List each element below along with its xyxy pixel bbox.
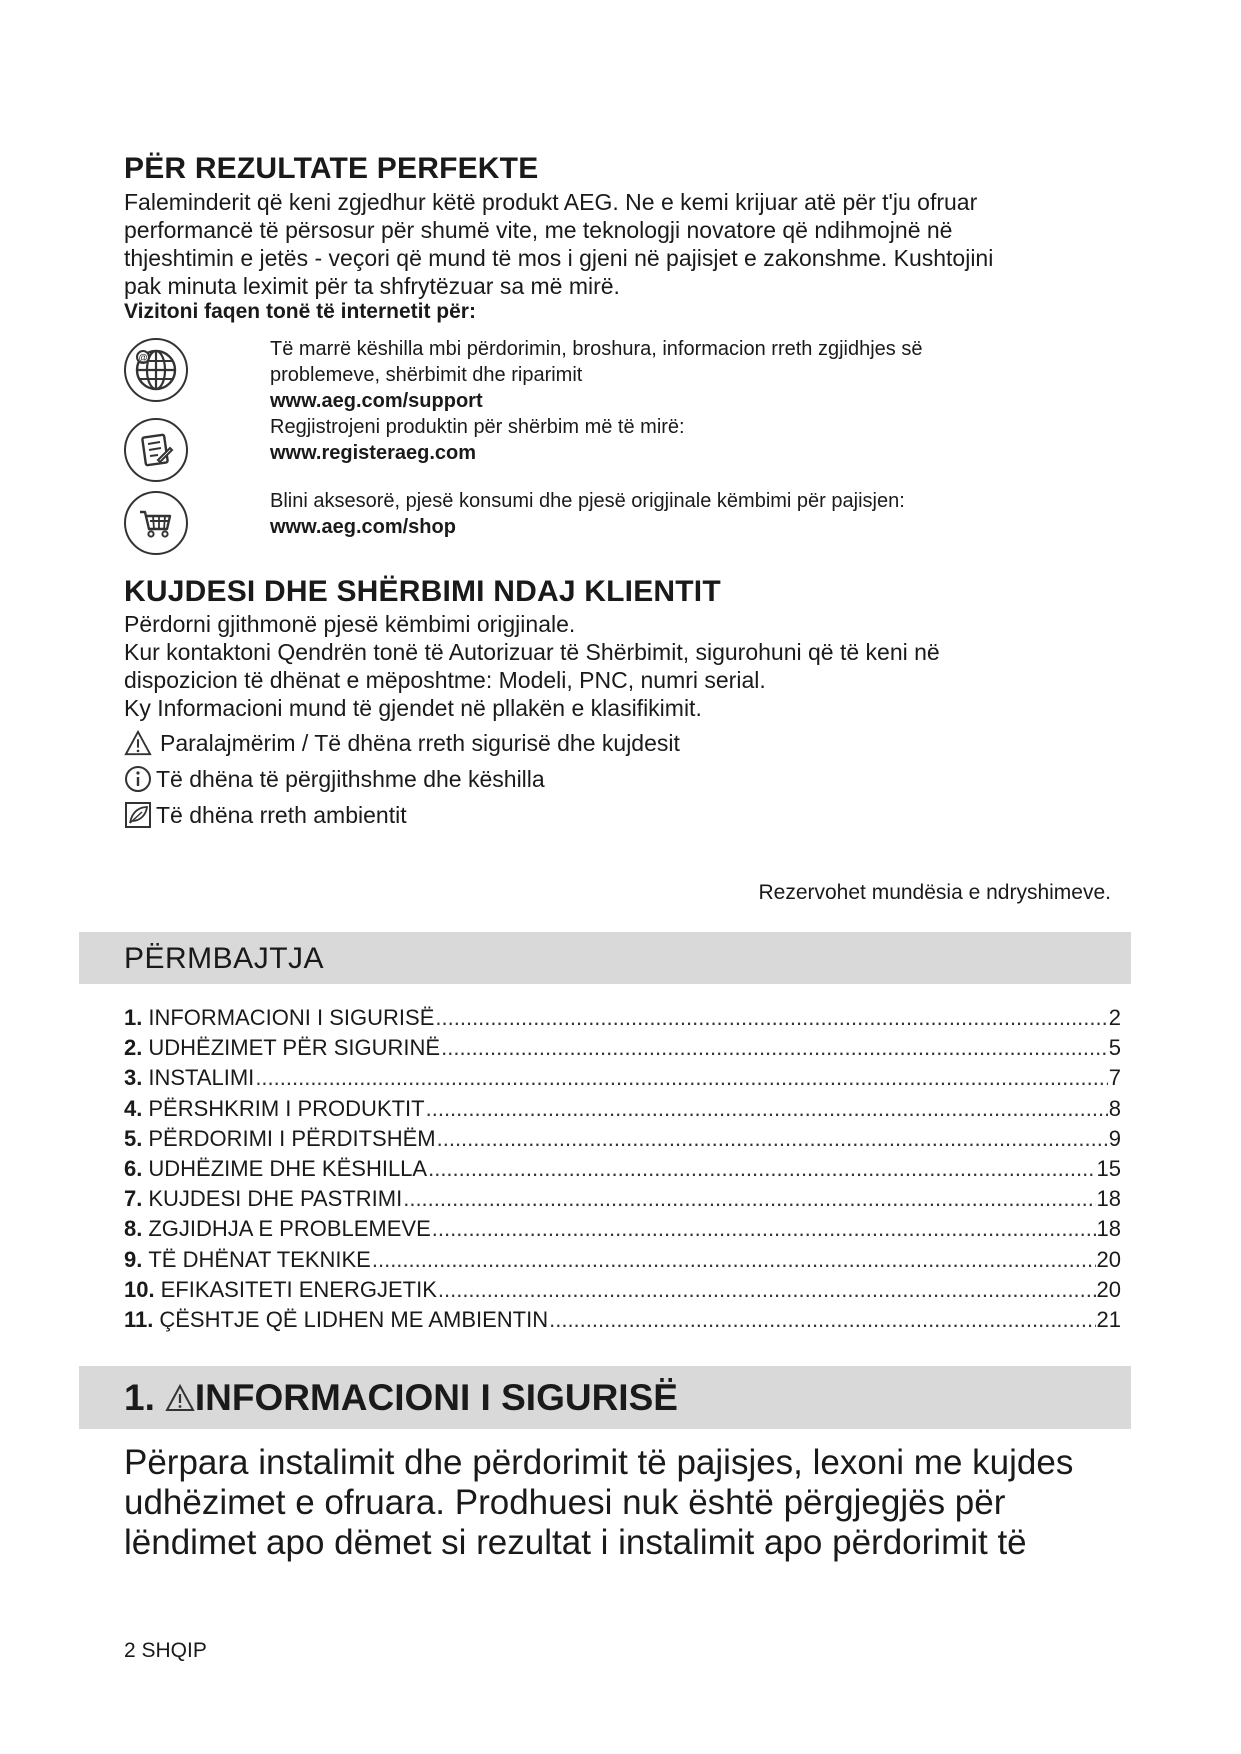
toc-item-title: KUJDESI DHE PASTRIMI <box>148 1186 403 1212</box>
toc-item-number: 7. <box>124 1186 143 1212</box>
intro-line: thjeshtimin e jetës - veçori që mund të mos i gjeni në pajisjet e zakonshme. Kushtojini <box>124 245 994 271</box>
toc-item[interactable] <box>124 1247 1121 1277</box>
toc-leader <box>438 1277 1096 1303</box>
toc-item-number: 3. <box>124 1065 143 1091</box>
toc-item[interactable] <box>124 1216 1121 1246</box>
toc-item-title: PËRDORIMI I PËRDITSHËM <box>148 1125 436 1151</box>
safety-paragraph <box>124 1443 1154 1563</box>
toc-leader <box>426 1096 1108 1122</box>
legend-info <box>124 765 545 793</box>
link-description: Blini aksesorë, pjesë konsumi dhe pjesë origjinale këmbimi për pajisjen: <box>270 490 905 512</box>
toc-item-title: INSTALIMI <box>148 1065 255 1091</box>
intro-line: pak minuta leximit për ta shfrytëzuar sa më mirë. <box>124 273 620 299</box>
toc-item[interactable] <box>124 1186 1121 1216</box>
care-line: Ky Informacioni mund të gjendet në pllakën e klasifikimit. <box>124 695 702 721</box>
toc-item-number: 4. <box>124 1095 143 1121</box>
shopping-cart-icon <box>124 491 188 555</box>
visit-label: Vizitoni faqen tonë të internetit për: <box>124 300 476 323</box>
safety-number: 1. <box>124 1377 155 1418</box>
register-icon <box>124 418 188 482</box>
toc-leader <box>435 1005 1107 1031</box>
globe-icon <box>124 338 188 402</box>
intro-paragraph <box>124 188 1124 300</box>
warning-icon <box>165 1384 195 1412</box>
intro-line: performancë të përsosur për shumë vite, me teknologji novatore që ndihmojnë në <box>124 217 953 243</box>
page-footer: 2 SHQIP <box>124 1639 207 1662</box>
toc-item-page: 15 <box>1096 1155 1121 1181</box>
toc-item-number: 2. <box>124 1035 143 1061</box>
legend-warning <box>124 729 680 757</box>
register-link[interactable]: www.registeraeg.com <box>270 442 476 464</box>
toc-item[interactable] <box>124 1126 1121 1156</box>
support-link[interactable]: www.aeg.com/support <box>270 390 483 412</box>
info-icon <box>124 765 152 793</box>
toc-item-page: 2 <box>1108 1005 1121 1030</box>
leaf-icon <box>124 801 152 829</box>
toc-item-title: PËRSHKRIM I PRODUKTIT <box>148 1095 425 1121</box>
safety-line: lëndimet apo dëmet si rezultat i instalimit apo përdorimit të <box>124 1523 1027 1562</box>
toc-header-band <box>79 932 1131 984</box>
safety-header-band <box>79 1366 1131 1429</box>
toc-item-page: 20 <box>1096 1246 1121 1272</box>
toc-item-page: 8 <box>1108 1095 1121 1121</box>
toc-item-page: 20 <box>1096 1276 1121 1302</box>
toc-leader <box>372 1247 1096 1273</box>
link-register <box>270 414 1090 466</box>
care-line: dispozicion të dhënat e mëposhtme: Modeli, PNC, numri serial. <box>124 667 766 693</box>
link-description: problemeve, shërbimit dhe riparimit <box>270 364 583 386</box>
legend-environment <box>124 801 407 829</box>
intro-line: Faleminderit që keni zgjedhur këtë produkt AEG. Ne e kemi krijuar atë për t'ju ofruar <box>124 189 978 215</box>
toc-item-number: 8. <box>124 1216 143 1242</box>
toc-item-number: 11. <box>124 1306 154 1332</box>
toc-item-number: 5. <box>124 1125 143 1151</box>
reserved-note: Rezervohet mundësia e ndryshimeve. <box>758 881 1111 904</box>
legend-text: Paralajmërim / Të dhëna rreth sigurisë dhe kujdesit <box>160 729 680 756</box>
toc-leader <box>437 1126 1108 1152</box>
toc-item-page: 7 <box>1108 1065 1121 1091</box>
toc-item-number: 10. <box>124 1276 155 1302</box>
toc-item-page: 21 <box>1096 1306 1121 1332</box>
toc-item-title: TË DHËNAT TEKNIKE <box>148 1246 371 1272</box>
safety-line: udhëzimet e ofruara. Prodhuesi nuk është përgjegjës për <box>124 1483 1006 1522</box>
toc-item-title: UDHËZIME DHE KËSHILLA <box>148 1155 428 1181</box>
toc-item[interactable] <box>124 1065 1121 1095</box>
legend-text: Të dhëna rreth ambientit <box>156 801 407 828</box>
link-support <box>270 336 1090 414</box>
toc-item-page: 5 <box>1108 1035 1121 1061</box>
toc-leader <box>255 1065 1107 1091</box>
table-of-contents <box>124 1005 1121 1337</box>
toc-item[interactable] <box>124 1096 1121 1126</box>
care-line: Përdorni gjithmonë pjesë këmbimi origjinale. <box>124 611 576 637</box>
legend-text: Të dhëna të përgjithshme dhe këshilla <box>156 765 545 792</box>
toc-item[interactable] <box>124 1005 1121 1035</box>
link-description: Regjistrojeni produktin për shërbim më të mirë: <box>270 416 685 438</box>
toc-item-title: ZGJIDHJA E PROBLEMEVE <box>148 1216 431 1242</box>
care-title: KUJDESI DHE SHËRBIMI NDAJ KLIENTIT <box>124 575 721 608</box>
link-shop <box>270 488 1090 540</box>
care-line: Kur kontaktoni Qendrën tonë të Autorizuar të Shërbimit, sigurohuni që të keni në <box>124 639 940 665</box>
link-description: Të marrë këshilla mbi përdorimin, broshura, informacion rreth zgjidhjes së <box>270 338 923 360</box>
toc-item-title: INFORMACIONI I SIGURISË <box>148 1005 435 1030</box>
safety-heading <box>124 1377 678 1419</box>
toc-leader <box>432 1216 1096 1242</box>
toc-leader <box>428 1156 1095 1182</box>
toc-leader <box>549 1307 1095 1333</box>
care-paragraph <box>124 610 1124 722</box>
intro-title: PËR REZULTATE PERFEKTE <box>124 152 539 185</box>
safety-line: Përpara instalimit dhe përdorimit të pajisjes, lexoni me kujdes <box>124 1443 1074 1482</box>
safety-title: INFORMACIONI I SIGURISË <box>194 1377 678 1418</box>
toc-item[interactable] <box>124 1156 1121 1186</box>
toc-title: PËRMBAJTJA <box>124 942 325 975</box>
toc-item-page: 9 <box>1108 1125 1121 1151</box>
toc-item[interactable] <box>124 1277 1121 1307</box>
toc-item[interactable] <box>124 1307 1121 1337</box>
toc-item-page: 18 <box>1096 1186 1121 1212</box>
toc-item-title: UDHËZIMET PËR SIGURINË <box>148 1035 441 1061</box>
shop-link[interactable]: www.aeg.com/shop <box>270 516 456 538</box>
svg-text:@: @ <box>138 352 148 363</box>
toc-item-title: ÇËSHTJE QË LIDHEN ME AMBIENTIN <box>159 1306 549 1332</box>
toc-item-number: 6. <box>124 1155 143 1181</box>
warning-icon <box>124 729 152 757</box>
toc-leader <box>441 1035 1108 1061</box>
toc-item-number: 1. <box>124 1005 143 1030</box>
toc-item-page: 18 <box>1096 1216 1121 1242</box>
toc-item[interactable] <box>124 1035 1121 1065</box>
toc-item-number: 9. <box>124 1246 143 1272</box>
toc-item-title: EFIKASITETI ENERGJETIK <box>160 1276 437 1302</box>
toc-leader <box>403 1186 1095 1212</box>
